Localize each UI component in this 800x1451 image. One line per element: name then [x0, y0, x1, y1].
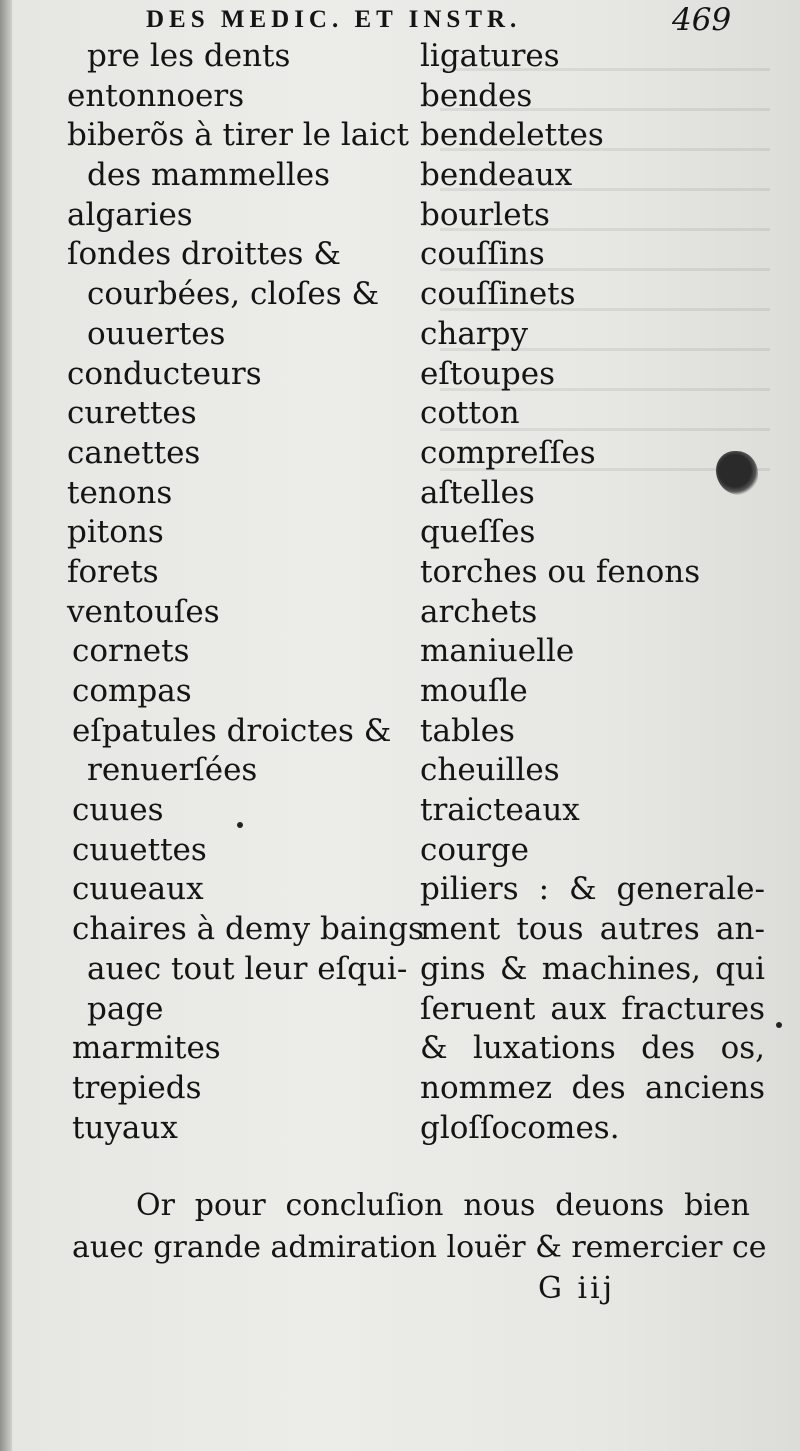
- list-item: compreſſes: [420, 434, 596, 471]
- list-item: ſondes droittes &: [67, 236, 341, 273]
- list-item: couſſins: [420, 236, 545, 273]
- list-item: archets: [420, 593, 538, 630]
- list-item: tenons: [67, 474, 173, 511]
- list-item: forets: [67, 553, 159, 590]
- list-item: renuerſées: [87, 752, 258, 789]
- list-item: ſeruent aux fractures: [420, 990, 765, 1027]
- list-item: chaires à demy baings: [72, 911, 424, 948]
- list-item: queſſes: [420, 514, 536, 551]
- list-item: couſſinets: [420, 276, 576, 313]
- list-item: maniuelle: [420, 633, 575, 670]
- list-item: & luxations des os,: [420, 1030, 765, 1067]
- list-item: ventouſes: [67, 593, 220, 630]
- right-column-list: [420, 37, 765, 1148]
- paragraph-line: Or pour concluſion nous deuons bien: [136, 1188, 750, 1223]
- list-item: tables: [420, 712, 515, 749]
- list-item: cornets: [72, 633, 190, 670]
- list-item: cotton: [420, 395, 520, 432]
- running-head: DES MEDIC. ET INSTR.: [146, 6, 522, 33]
- left-column-list: [67, 37, 424, 1148]
- list-item: torches ou fenons: [420, 553, 701, 590]
- list-item: pre les dents: [87, 38, 291, 74]
- list-item: biberõs à tirer le laict: [67, 117, 409, 154]
- list-item: aſtelles: [420, 474, 535, 511]
- list-item: nommez des anciens: [420, 1069, 765, 1106]
- list-item: charpy: [420, 315, 528, 352]
- list-item: bendeaux: [420, 157, 573, 194]
- list-item: conducteurs: [67, 355, 262, 392]
- page-number: 469: [672, 2, 732, 38]
- list-item: des mammelles: [87, 157, 331, 194]
- list-item: eſpatules droictes &: [72, 712, 392, 749]
- list-item: eſtoupes: [420, 355, 556, 392]
- list-item: marmites: [72, 1030, 221, 1067]
- list-item: bendes: [420, 77, 533, 114]
- list-item: tuyaux: [72, 1109, 178, 1146]
- list-item: cuueaux: [72, 871, 204, 908]
- list-item: courge: [420, 831, 529, 868]
- list-item: algaries: [67, 196, 193, 233]
- signature-mark: G iij: [538, 1271, 615, 1306]
- list-item: trepieds: [72, 1069, 202, 1106]
- list-item: page: [87, 990, 164, 1027]
- list-item: traicteaux: [420, 792, 580, 829]
- page-gutter-shadow: [0, 0, 12, 1451]
- list-item: cuues: [72, 792, 164, 829]
- list-item: mouſle: [420, 673, 528, 709]
- list-item: entonnoers: [67, 77, 245, 114]
- list-item: pitons: [67, 514, 164, 551]
- paragraph-line: auec grande admiration louër & remercier ce: [72, 1230, 767, 1265]
- closing-paragraph: [72, 1185, 767, 1269]
- list-item: piliers : & generale-: [420, 871, 765, 908]
- list-item: ment tous autres an-: [420, 911, 765, 948]
- list-item: gins & machines, qui: [420, 950, 765, 987]
- list-item: courbées, cloſes &: [87, 276, 380, 313]
- list-item: gloſſocomes.: [420, 1109, 620, 1146]
- list-item: compas: [72, 673, 192, 709]
- list-item: ouuertes: [87, 315, 226, 352]
- list-item: cuuettes: [72, 831, 207, 868]
- list-item: canettes: [67, 434, 201, 471]
- list-item: ligatures: [420, 38, 560, 74]
- list-item: bourlets: [420, 196, 550, 233]
- list-item: bendelettes: [420, 117, 604, 154]
- list-item: cheuilles: [420, 752, 560, 789]
- list-item: auec tout leur eſqui-: [87, 950, 408, 987]
- ink-speck: [776, 1022, 782, 1028]
- list-item: curettes: [67, 395, 197, 432]
